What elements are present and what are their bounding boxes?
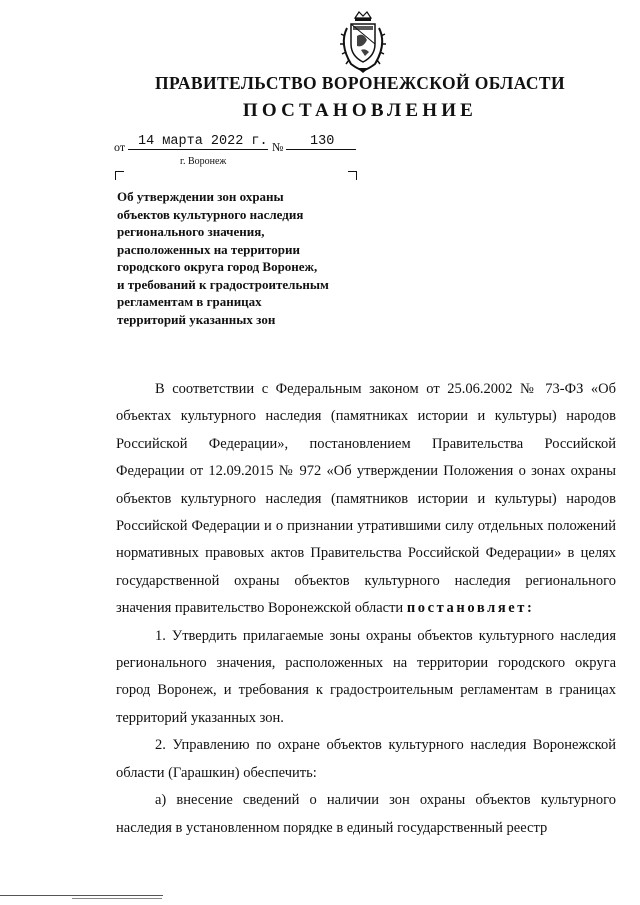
title-corner-right: [348, 171, 357, 180]
document-number: 130: [310, 134, 335, 149]
footer-rule-short: [72, 898, 162, 899]
title-line: регламентам в границах: [117, 294, 262, 309]
coat-of-arms-emblem: [333, 10, 393, 74]
document-title: [117, 188, 387, 328]
government-name: ПРАВИТЕЛЬСТВО ВОРОНЕЖСКОЙ ОБЛАСТИ: [154, 73, 566, 93]
from-label: от: [114, 140, 126, 154]
title-line: расположенных на территории: [117, 241, 300, 257]
number-underline: [286, 149, 356, 150]
date-underline: [128, 149, 268, 150]
title-line: городского округа город Воронеж,: [117, 259, 318, 274]
paragraph-item-2: 2. Управлению по охране объектов культурного наследия Воронежской области (Гарашкин) обеспечить:: [116, 737, 616, 781]
title-line: регионального значения,: [117, 224, 265, 239]
resolves-word: постановляет:: [406, 600, 535, 617]
number-label: №: [272, 140, 284, 154]
title-line: Об утверждении зон охраны: [117, 189, 284, 204]
title-line: территорий указанных зон: [117, 311, 276, 327]
title-line: объектов культурного наследия: [117, 206, 304, 222]
document-body: [116, 376, 616, 842]
preamble-text: В соответствии с Федеральным законом от 25.06.2002 № 73-ФЗ «Об объектах культурного наследия (памятниках истории и культуры) народов Российской Федерации», постановлением Правительства Российской Федерации от 12.09.2015 № 972 «Об утверждении Положения о зонах охраны объектов культурного наследия (памятников истории и культуры) народов Российской Федерации и о признании утратившими силу отдельных положений нормативных правовых актов Правительства Российской Федерации» в целях государственной охраны объектов культурного наследия регионального значения правительство Воронежской области: [116, 381, 616, 617]
paragraph-item-2a: а) внесение сведений о наличии зон охраны объектов культурного наследия в установленном порядке в единый государственный реестр: [116, 792, 616, 836]
title-corner-left: [115, 171, 124, 180]
document-type: ПОСТАНОВЛЕНИЕ: [242, 100, 478, 121]
title-line: и требований к градостроительным: [117, 276, 329, 292]
paragraph-preamble: [116, 376, 616, 623]
city: г. Воронеж: [180, 156, 227, 167]
paragraph-item-1: 1. Утвердить прилагаемые зоны охраны объектов культурного наследия регионального значения, расположенных на территории городского округа город Воронеж, и требования к градостроительным регламентам в границах территорий указанных зон.: [116, 627, 616, 726]
footer-rule: [0, 895, 163, 896]
document-date: 14 марта 2022 г.: [138, 134, 268, 149]
